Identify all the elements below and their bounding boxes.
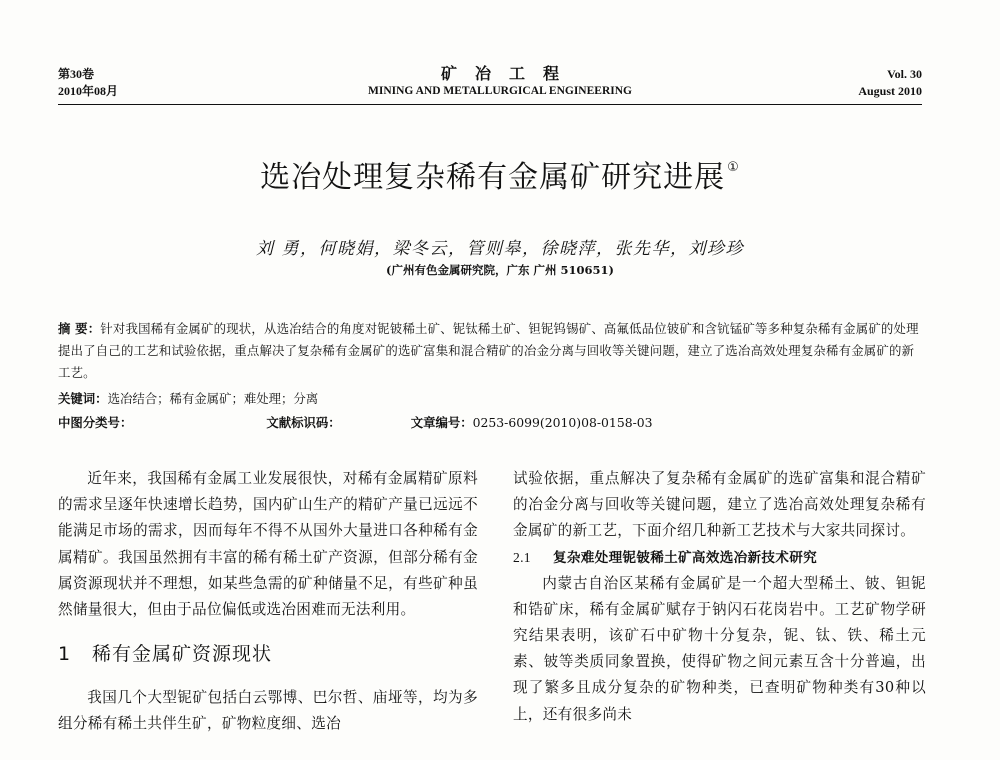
classification-line [58,412,924,434]
volume-en: Vol. 30 [887,67,922,81]
date-en: August 2010 [858,84,922,98]
date-cn: 2010年08月 [58,84,119,98]
left-paragraph-2: 我国几个大型铌矿包括白云鄂博、巴尔哲、庙垭等，均为多组分稀有稀土共伴生矿，矿物粒度细、选冶 [58,689,478,733]
volume-cn: 第30卷 [58,67,95,81]
body-right-column [513,466,926,728]
keywords [58,388,318,410]
article-id-value: 0253-6099(2010)08-0158-03 [472,415,653,430]
left-paragraph-1: 近年来，我国稀有金属工业发展很快，对稀有金属精矿原料的需求呈逐年快速增长趋势，国内矿山生产的精矿产量已远远不能满足市场的需求，因而每年不得不从国外大量进口各种稀有金属精矿。我国虽然拥有丰富的稀有稀土矿产资源，但部分稀有金属资源现状并不理想，如某些急需的矿种储量不足，有些矿种虽然储量很大，但由于品位偏低或选冶困难而无法利用。 [58,470,478,619]
right-paragraph-1: 试验依据，重点解决了复杂稀有金属矿的选矿富集和混合精矿的冶金分离与回收等关键问题，建立了选冶高效处理复杂稀有金属矿的新工艺，下面介绍几种新工艺技术与大家共同探讨。 [513,470,926,540]
journal-title-en: MINING AND METALLURGICAL ENGINEERING [367,85,632,97]
article-title-text: 选冶处理复杂稀有金属矿研究进展 [260,160,726,195]
abstract-text: 针对我国稀有金属矿的现状，从选冶结合的角度对铌铍稀土矿、铌钛稀土矿、钽铌钨锡矿、高氟低品位铍矿和含钪锰矿等多种复杂稀有金属矿的处理提出了自己的工艺和试验依据，重点解决了复杂稀有金属矿的选矿富集和混合精矿的冶金分离与回收等关键问题，建立了选冶高效处理复杂稀有金属矿的新工艺。 [58,321,919,380]
authors: 刘 勇，何晓娟，梁冬云，管则皋，徐晓萍，张先华，刘珍珍 [256,239,744,259]
journal-title-cn: 矿冶工程 [440,64,577,83]
keywords-label: 关键词： [58,391,108,406]
header-right [858,66,922,100]
header-left [58,66,118,100]
article-title [0,152,1000,196]
section-1-heading [58,641,478,667]
abstract-label: 摘 要： [58,321,101,336]
affiliation: (广州有色金属研究院，广东 广州 510651) [386,263,614,277]
abstract [58,318,924,384]
title-footnote-mark: ① [727,160,740,175]
header-rule [58,104,922,105]
section-2-1-title: 复杂难处理铌铍稀土矿高效选冶新技术研究 [553,549,817,566]
header-center [300,64,700,99]
clc-label: 中图分类号： [58,415,133,430]
section-2-1-number: 2.1 [513,549,531,565]
right-paragraph-2: 内蒙古自治区某稀有金属矿是一个超大型稀土、铍、钽铌和锆矿床，稀有金属矿赋存于钠闪石花岗岩中。工艺矿物学研究结果表明，该矿石中矿物十分复杂，铌、钛、铁、稀土元素、铍等类质同象置换，使得矿物之间元素互含十分普遍，出现了繁多且成分复杂的矿物种类，已查明矿物种类有30种以上，还有很多尚未 [513,574,926,723]
article-id-label: 文章编号： [410,415,473,430]
section-1-number: 1 [58,643,72,666]
body-left-column [58,466,478,738]
section-1-title: 稀有金属矿资源现状 [92,643,273,666]
doc-code-label: 文献标识码： [266,415,341,430]
keywords-text: 选冶结合；稀有金属矿；难处理；分离 [107,391,319,406]
section-2-1-heading [513,545,926,571]
